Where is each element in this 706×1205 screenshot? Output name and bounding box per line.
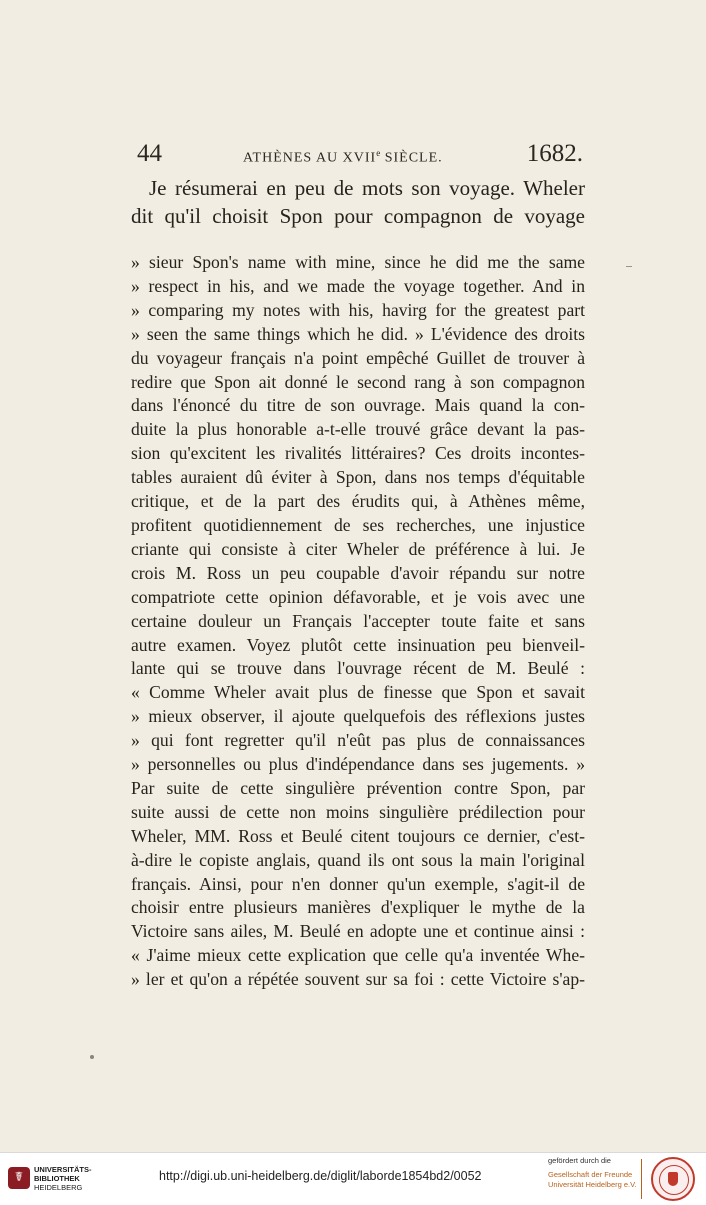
- sponsor-label: gefördert durch die: [548, 1156, 611, 1165]
- running-title-main: ATHÈNES AU XVII: [243, 150, 377, 166]
- text-line: à-dire le copiste anglais, quand ils ont sous la main l'original: [131, 849, 585, 870]
- running-header: [137, 140, 585, 168]
- library-name-line: UNIVERSITÄTS-: [34, 1165, 92, 1174]
- text-line: choisir entre plusieurs manières d'expliquer le mythe de la: [131, 897, 585, 918]
- sponsor-block: [548, 1156, 640, 1190]
- text-line: autre examen. Voyez plutôt cette insinuation peu bienveil-: [131, 634, 585, 655]
- text-line: français. Ainsi, pour n'en donner qu'un exemple, s'agit-il de: [131, 873, 585, 894]
- footer-divider: [641, 1159, 642, 1199]
- running-title-tail: SIÈCLE.: [380, 150, 443, 166]
- university-library-name: [34, 1165, 124, 1192]
- lead-line: dit qu'il choisit Spon pour compagnon de voyage: [131, 204, 585, 228]
- page-number: 44: [137, 140, 162, 167]
- text-line: « Comme Wheler avait plus de finesse que Spon et savait: [131, 682, 585, 703]
- margin-mark: [626, 266, 632, 267]
- text-line: lante qui se trouve dans l'ouvrage récent de M. Beulé :: [131, 658, 585, 679]
- text-line: critique, et de la part des érudits qui, à Athènes même,: [131, 491, 585, 512]
- text-line: sion qu'excitent les rivalités littéraires? Ces droits incontes-: [131, 443, 585, 464]
- text-line: Par suite de cette singulière prévention contre Spon, par: [131, 777, 585, 798]
- text-line: » seen the same things which he did. » L'évidence des droits: [131, 323, 585, 344]
- text-line: suite aussi de cette non moins singulière prédilection pour: [131, 801, 585, 822]
- text-line: tables auraient dû éviter à Spon, dans nos temps d'équitable: [131, 467, 585, 488]
- text-line: criante qui consiste à citer Wheler de préférence à lui. Je: [131, 538, 585, 559]
- margin-dot: [90, 1055, 94, 1059]
- text-line: » comparing my notes with his, havirg for the greatest part: [131, 299, 585, 320]
- sponsor-name-line: Gesellschaft der Freunde: [548, 1170, 633, 1179]
- library-name-line: BIBLIOTHEK: [34, 1174, 80, 1183]
- university-library-logo[interactable]: ☤: [8, 1167, 30, 1189]
- running-title-superscript: e: [376, 148, 381, 158]
- body-text: [131, 174, 585, 992]
- header-year: 1682.: [526, 140, 583, 167]
- text-line: » ler et qu'on a répétée souvent sur sa foi : cette Victoire s'ap-: [131, 969, 585, 990]
- library-name-line: HEIDELBERG: [34, 1183, 83, 1192]
- main-paragraph: [131, 251, 585, 992]
- text-line: » respect in his, and we made the voyage together. And in: [131, 275, 585, 296]
- text-line: » personnelles ou plus d'indépendance dans ses jugements. »: [131, 754, 585, 775]
- sponsor-name-line: Universität Heidelberg e.V.: [548, 1180, 637, 1189]
- lead-paragraph: [131, 174, 585, 230]
- text-line: du voyageur français n'a point empêché Guillet de trouver à: [131, 347, 585, 368]
- text-line: Victoire sans ailes, M. Beulé en adopte une et continue ainsi :: [131, 921, 585, 942]
- running-title: [243, 148, 443, 167]
- text-line: compatriote cette opinion défavorable, et je vois avec une: [131, 586, 585, 607]
- text-line: » qui font regretter qu'il n'eût pas plus de connaissances: [131, 730, 585, 751]
- lead-line: Je résumerai en peu de mots son voyage. Wheler: [149, 176, 585, 200]
- text-line: redire que Spon ait donné le second rang à son compagnon: [131, 371, 585, 392]
- text-line: profitent quotidiennement de ses recherches, une injustice: [131, 514, 585, 535]
- text-line: » mieux observer, il ajoute quelquefois des réflexions justes: [131, 706, 585, 727]
- university-seal-icon[interactable]: [651, 1157, 695, 1201]
- text-line: « J'aime mieux cette explication que celle qu'a inventée Whe-: [131, 945, 585, 966]
- text-line: duite la plus honorable a-t-elle trouvé grâce devant la pas-: [131, 419, 585, 440]
- text-line: » sieur Spon's name with mine, since he did me the same: [131, 252, 585, 272]
- text-line: crois M. Ross un peu coupable d'avoir répandu sur notre: [131, 562, 585, 583]
- permalink-url[interactable]: http://digi.ub.uni-heidelberg.de/diglit/laborde1854bd2/0052: [159, 1169, 482, 1183]
- text-line: certaine douleur un Français l'accepter toute faite et sans: [131, 610, 585, 631]
- text-line: dans l'énoncé du titre de son ouvrage. Mais quand la con-: [131, 395, 585, 416]
- viewer-footer: [0, 1152, 706, 1205]
- text-line: Wheler, MM. Ross et Beulé citent toujours ce dernier, c'est-: [131, 825, 585, 846]
